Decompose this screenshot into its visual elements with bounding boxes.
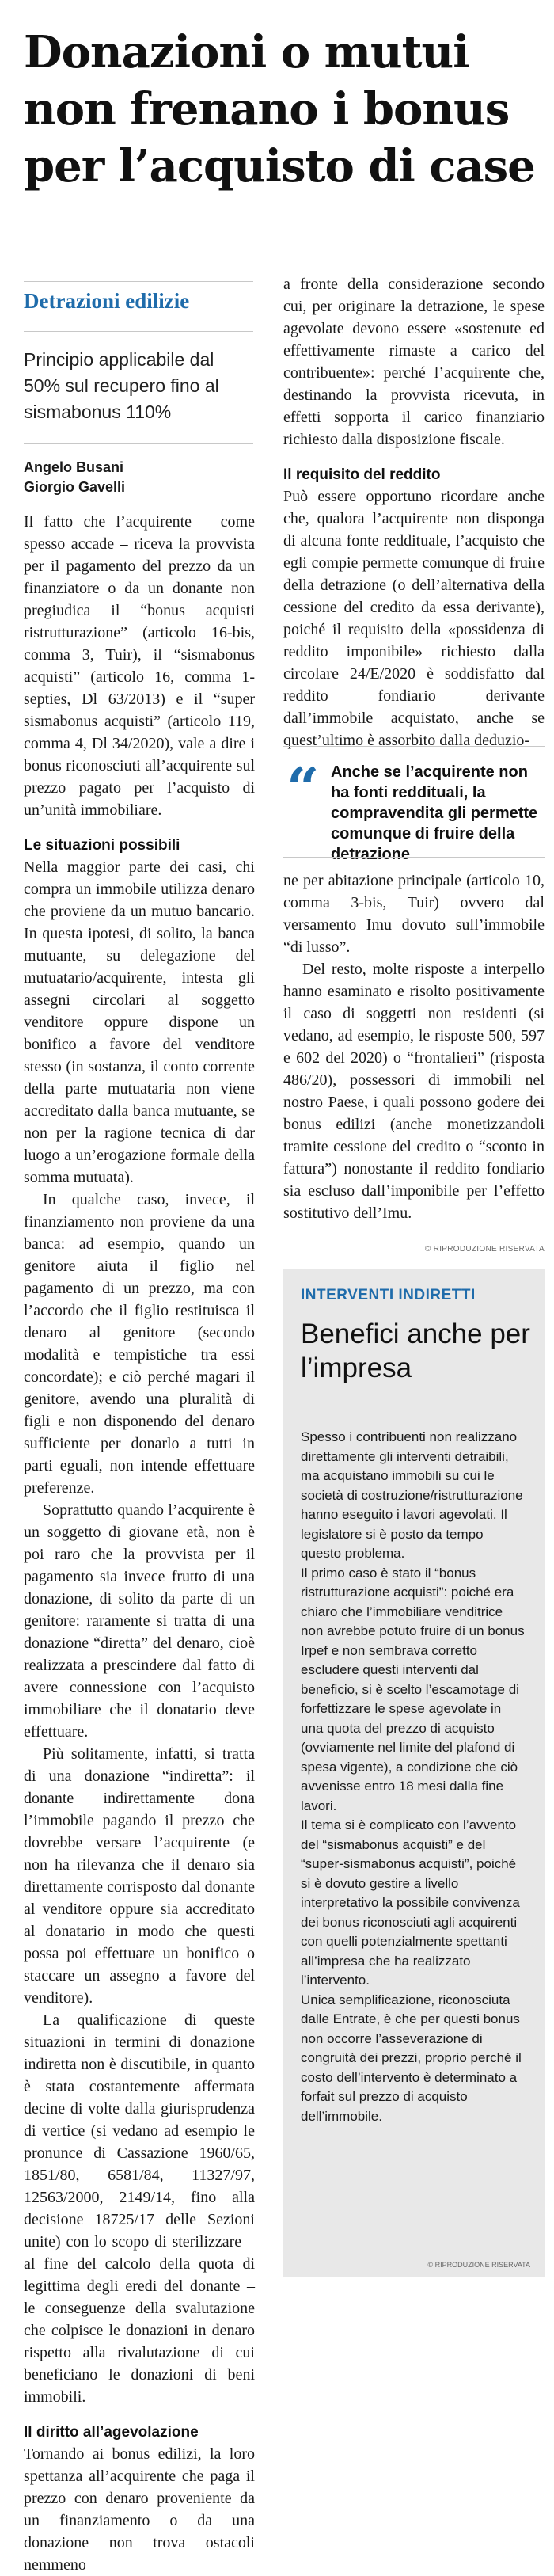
sidebar-body [301, 1428, 527, 2126]
sidebar-paragraph: Spesso i contribuenti non realizzano direttamente gli interventi detraibili, ma acquistano immobili su cui le società di costruzione/ristrutturazione hanno eseguito i lavori agevolati. Il legislatore si è posto da tempo questo problema. [301, 1429, 523, 1561]
byline [24, 458, 253, 497]
pull-quote-bottom-rule [283, 857, 545, 858]
right-column-top [283, 273, 545, 751]
sidebar-paragraph: Il primo caso è stato il “bonus ristrutturazione acquisti”: poiché era chiaro che l’immobiliare venditrice non avrebbe potuto fruire di un bonus Irpef e non sembrava corretto escludere questi interventi dal beneficio, si è scelto l’escamotage di forfettizzare le spese agevolate in una quota del prezzo di acquisto (ovviamente nel limite del plafond di spesa vigente), a condizione che ciò avvenisse entro 18 mesi dalla fine lavori. [301, 1565, 525, 1813]
summary-bottom-rule [24, 443, 253, 444]
section-kicker: Detrazioni edilizie [24, 289, 190, 313]
body-paragraph: Del resto, molte risposte a interpello hanno esaminato e risolto positivamente il caso di soggetti non residenti (si vedano, ad esempio, le risposte 500, 597 e 602 del 2020) o “frontalieri” (risposta 486/20), possessori di immobili nel nostro Paese, i quali possono godere dei bonus edilizi (anche monetizzandoli tramite cessione del credito o “sconto in fattura”) nonostante il reddito fondiario sia escluso dall’imponibile per l’effetto sostitutivo dell’Imu. [283, 961, 545, 1222]
body-paragraph: Soprattutto quando l’acquirente è un soggetto di giovane età, non è poi raro che la provvista per il pagamento sia invece frutto di una donazione, di solito da parte di un genitore: raramente si tratta di una donazione “diretta” del denaro, cioè realizzata a prescindere dal fatto di avere connessione con l’acquisto immobiliare che il donatario deve effettuare. [24, 1501, 255, 1741]
body-paragraph: Più solitamente, infatti, si tratta di una donazione “indiretta”: il donante indirettamente dona l’immobile pagando il prezzo che dovrebbe versare l’acquirente (e non ha rilevanza che il denaro sia direttamente corrisposto dal donante al venditore oppure sia accreditato al donatario in modo che questi possa poi effettuare un bonifico o staccare un assegno a favore del venditore). [24, 1745, 255, 2007]
body-paragraph: Può essere opportuno ricordare anche che, qualora l’acquirente non disponga di alcuna fonte reddituale, l’acquisto che egli compie permette comunque di fruire della detrazione (o dell’alternativa della cessione del credito da essa derivante), poiché il requisito della «possidenza di reddito imponibile» richiesto dalla circolare 24/E/2020 è soddisfatto dal reddito fondiario derivante dall’immobile acquistato, anche se quest’ultimo è assorbito dalla deduzio- [283, 488, 545, 749]
body-paragraph: Tornando ai bonus edilizi, la loro spettanza all’acquirente che paga il prezzo con denaro proveniente da un finanziamento o da una donazione non trova ostacoli nemmeno [24, 2445, 255, 2574]
kicker-bottom-rule [24, 331, 253, 332]
author-name: Angelo Busani [24, 459, 124, 475]
article-credit: © RIPRODUZIONE RISERVATA [424, 1245, 545, 1254]
body-paragraph: a fronte della considerazione secondo cui, per originare la detrazione, le spese agevolate devono essere «sostenute ed effettivamente rimaste a carico del contribuente»: perché l’acquirente che, destinando la provvista ricevuta, in effetti sopporta il carico finanziario richiesto dalla disposizione fiscale. [283, 276, 545, 448]
quote-icon: “ [286, 755, 320, 822]
sidebar-credit: © RIPRODUZIONE RISERVATA [427, 2261, 530, 2269]
right-column-bottom [283, 869, 545, 1224]
left-column [24, 511, 255, 2576]
kicker-top-rule [24, 281, 253, 282]
summary: Principio applicabile dal 50% sul recupero fino al sismabonus 110% [24, 349, 219, 422]
sidebar-box [283, 1269, 545, 2277]
section-subheading: Le situazioni possibili [24, 837, 180, 854]
section-subheading: Il requisito del reddito [283, 466, 441, 483]
sidebar-paragraph: Il tema si è complicato con l’avvento del “sismabonus acquisti” e del “super-sismabonus acquisti”, poiché si è dovuto gestire a livello interpretativo la possibile convivenza dei bonus riconosciuti agli acquirenti con quelli potenzialmente spettanti all’impresa che ha realizzato l’intervento. [301, 1817, 520, 1988]
body-paragraph: In qualche caso, invece, il finanziamento non proviene da una banca: ad esempio, quando un genitore aiuta il figlio nel pagamento di un prezzo, ma con l’accordo che il figlio restituisca il denaro al genitore (secondo modalità e tempistiche tra essi concordate); e ciò perché magari il genitore, avendo una pluralità di figli e non disponendo del denaro sufficiente per donarlo a tutti in parti eguali, non intende effettuare preferenze. [24, 1191, 255, 1497]
body-paragraph: La qualificazione di queste situazioni in termini di donazione indiretta non è discutibile, in quanto è stata costantemente affermata decine di volte dalla giurisprudenza di vertice (si vedano ad esempio le pronunce di Cassazione 1960/65, 1851/80, 6581/84, 11327/97, 12563/2000, 2149/14, fino alla decisione 18725/17 delle Sezioni unite) con lo scopo di sterilizzare – al fine del calcolo della quota di legittima degli eredi del donante – le conseguenze della svalutazione che colpisce le donazioni in denaro rispetto alla rivalutazione di cui beneficiano le donazioni di beni immobili. [24, 2011, 255, 2406]
headline: Donazioni o mutui non frenano i bonus per l’acquisto di case [24, 26, 535, 192]
pull-quote-top-rule [283, 746, 545, 747]
section-subheading: Il diritto all’agevolazione [24, 2424, 199, 2441]
body-paragraph: Il fatto che l’acquirente – come spesso accade – riceva la provvista per il pagamento del prezzo da un finanziatore o da un donante non pregiudica il “bonus acquisti ristrutturazione” (articolo 16-bis, comma 3, Tuir), il “sismabonus acquisti” (articolo 16, comma 1-septies, Dl 63/2013) e il “super sismabonus acquisti” (articolo 119, comma 4, Dl 34/2020), vale a dire i bonus riconosciuti all’acquirente sul prezzo pagato per l’acquisto di un’unità immobiliare. [24, 513, 255, 819]
author-name: Giorgio Gavelli [24, 479, 126, 495]
body-paragraph: ne per abitazione principale (articolo 10, comma 3-bis, Tuir) ovvero dal versamento Imu dovuto sull’immobile “di lusso”. [283, 872, 545, 956]
sidebar-kicker: INTERVENTI INDIRETTI [301, 1287, 476, 1303]
pull-quote: Anche se l’acquirente non ha fonti reddituali, la compravendita gli permette comunque di fruire della detrazione [331, 763, 538, 863]
sidebar-paragraph: Unica semplificazione, riconosciuta dalle Entrate, è che per questi bonus non occorre l’asseverazione di congruità dei prezzi, proprio perché il costo dell’intervento è determinato a forfait sul prezzo di acquisto dell’immobile. [301, 1992, 522, 2124]
sidebar-title: Benefici anche per l’impresa [301, 1318, 530, 1383]
body-paragraph: Nella maggior parte dei casi, chi compra un immobile utilizza denaro che proviene da un mutuo bancario. In questa ipotesi, di solito, la banca mutuante, su delegazione del mutuatario/acquirente, intesta gli assegni circolari al soggetto venditore oppure dispone un bonifico a favore del venditore stesso (in sostanza, il conto corrente della parte mutuataria non viene accreditato dalla banca mutuante, se non per la ragione tecnica di dar luogo a un’erogazione formale della somma mutuata). [24, 858, 255, 1186]
